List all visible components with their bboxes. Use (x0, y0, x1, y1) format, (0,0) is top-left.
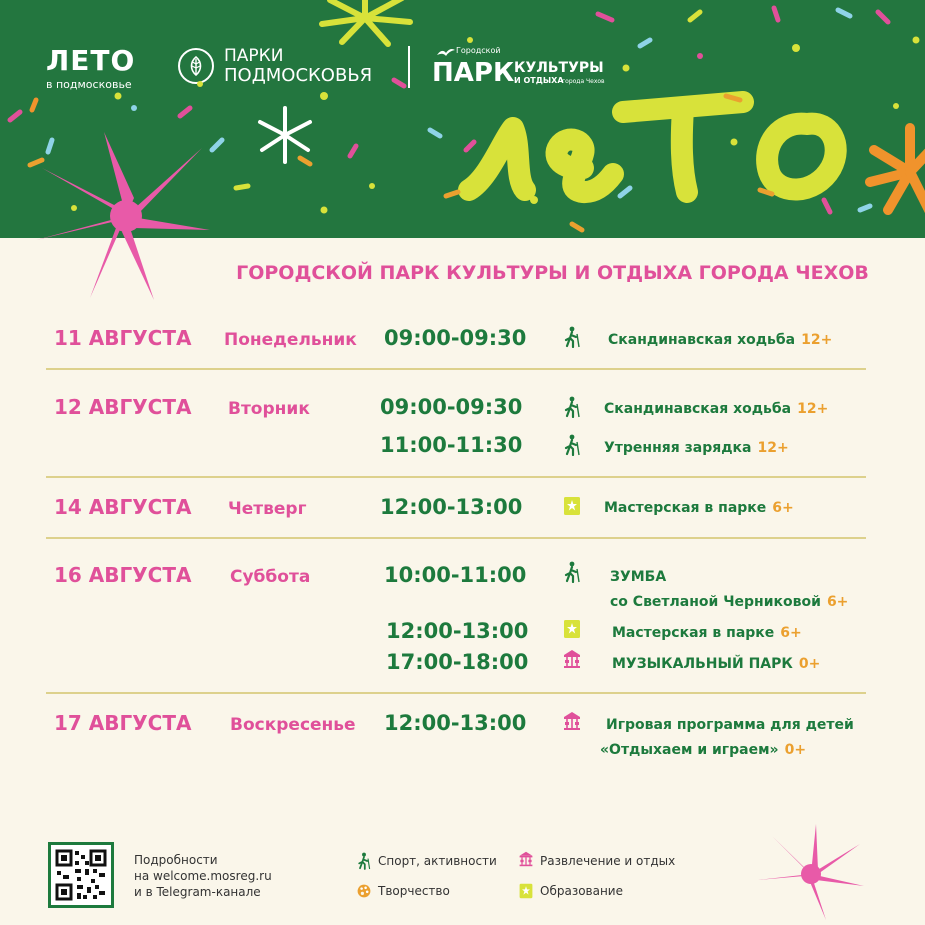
event-name: со Светланой Черниковой (610, 594, 821, 610)
more-info-text (134, 852, 272, 900)
event-title (604, 440, 789, 456)
park-logo-otdyha: И ОТДЫХА (514, 76, 564, 85)
age-badge: 6+ (772, 500, 794, 516)
row-divider (46, 368, 866, 370)
event-time: 10:00-11:00 (384, 563, 527, 587)
event-title-line2 (610, 594, 848, 610)
age-badge: 12+ (757, 440, 789, 456)
event-time: 12:00-13:00 (380, 495, 523, 519)
education-icon (562, 495, 582, 517)
carousel-icon (518, 850, 534, 868)
parki-logo-line2: ПОДМОСКОВЬЯ (224, 65, 373, 86)
park-logo-city: города Чехов (562, 78, 605, 85)
event-name: МУЗЫКАЛЬНЫЙ ПАРК (612, 656, 793, 672)
park-logo-kultury: КУЛЬТУРЫ (514, 60, 604, 76)
event-title-line2 (600, 742, 806, 758)
sport-icon (562, 561, 582, 583)
event-time: 09:00-09:30 (384, 326, 527, 350)
event-time: 09:00-09:30 (380, 395, 523, 419)
age-badge: 6+ (826, 594, 849, 610)
legend-label: Творчество (378, 884, 450, 898)
qr-code[interactable] (48, 842, 114, 908)
event-time: 11:00-11:30 (380, 433, 523, 457)
row-divider (46, 476, 866, 478)
event-title (604, 401, 828, 417)
event-title: ЗУМБА (610, 569, 667, 585)
more-info-line1: Подробности (134, 853, 218, 867)
sport-icon (562, 396, 582, 418)
page-title (0, 262, 925, 284)
sport-icon (562, 326, 582, 348)
row-divider (46, 692, 866, 694)
carousel-icon (562, 648, 582, 670)
event-name: Скандинавская ходьба (604, 401, 792, 417)
date-label: 14 АВГУСТА (54, 495, 192, 519)
event-name: Скандинавская ходьба (608, 332, 796, 348)
sport-icon (562, 434, 582, 456)
leto-logo-subtext: в подмосковье (46, 78, 132, 91)
pink-burst-decoration (756, 822, 866, 922)
parki-logo-line1: ПАРКИ (224, 46, 284, 66)
legend-label: Развлечение и отдых (540, 854, 676, 868)
park-logo-main: ПАРК (432, 58, 515, 88)
leto-logo-text: ЛЕТО (46, 44, 136, 77)
event-title (608, 332, 832, 348)
legend-label: Спорт, активности (378, 854, 497, 868)
legend-label: Образование (540, 884, 623, 898)
education-icon (562, 618, 582, 640)
age-badge: 0+ (784, 742, 807, 758)
age-badge: 6+ (780, 625, 802, 641)
education-icon (518, 882, 534, 900)
page-title-text: ГОРОДСКОЙ ПАРК КУЛЬТУРЫ И ОТДЫХА ГОРОДА ЧЕХОВ (236, 262, 869, 284)
event-time: 12:00-13:00 (386, 619, 529, 643)
event-time: 12:00-13:00 (384, 711, 527, 735)
age-badge: 12+ (797, 401, 829, 417)
event-time: 17:00-18:00 (386, 650, 529, 674)
sport-icon (356, 852, 372, 870)
more-info-line3: и в Telegram-канале (134, 885, 261, 899)
weekday-label: Суббота (230, 567, 311, 587)
row-divider (46, 537, 866, 539)
weekday-label: Понедельник (224, 330, 357, 350)
more-info-link[interactable]: на welcome.mosreg.ru (134, 869, 272, 883)
date-label: 11 АВГУСТА (54, 326, 192, 350)
date-label: 16 АВГУСТА (54, 563, 192, 587)
event-title (612, 656, 820, 672)
creativity-icon (356, 882, 372, 900)
age-badge: 0+ (798, 656, 821, 672)
date-label: 12 АВГУСТА (54, 395, 192, 419)
event-name: «Отдыхаем и играем» (600, 742, 779, 758)
event-title (612, 625, 802, 641)
event-title (604, 500, 794, 516)
event-title: Игровая программа для детей (606, 717, 854, 733)
carousel-icon (562, 710, 582, 732)
weekday-label: Вторник (228, 399, 310, 419)
age-badge: 12+ (801, 332, 833, 348)
event-name: Мастерская в парке (604, 500, 767, 516)
weekday-label: Воскресенье (230, 715, 356, 735)
weekday-label: Четверг (228, 499, 307, 519)
event-name: Мастерская в парке (612, 625, 775, 641)
date-label: 17 АВГУСТА (54, 711, 192, 735)
park-logo-gorod: Городской (456, 46, 501, 55)
event-name: Утренняя зарядка (604, 440, 752, 456)
